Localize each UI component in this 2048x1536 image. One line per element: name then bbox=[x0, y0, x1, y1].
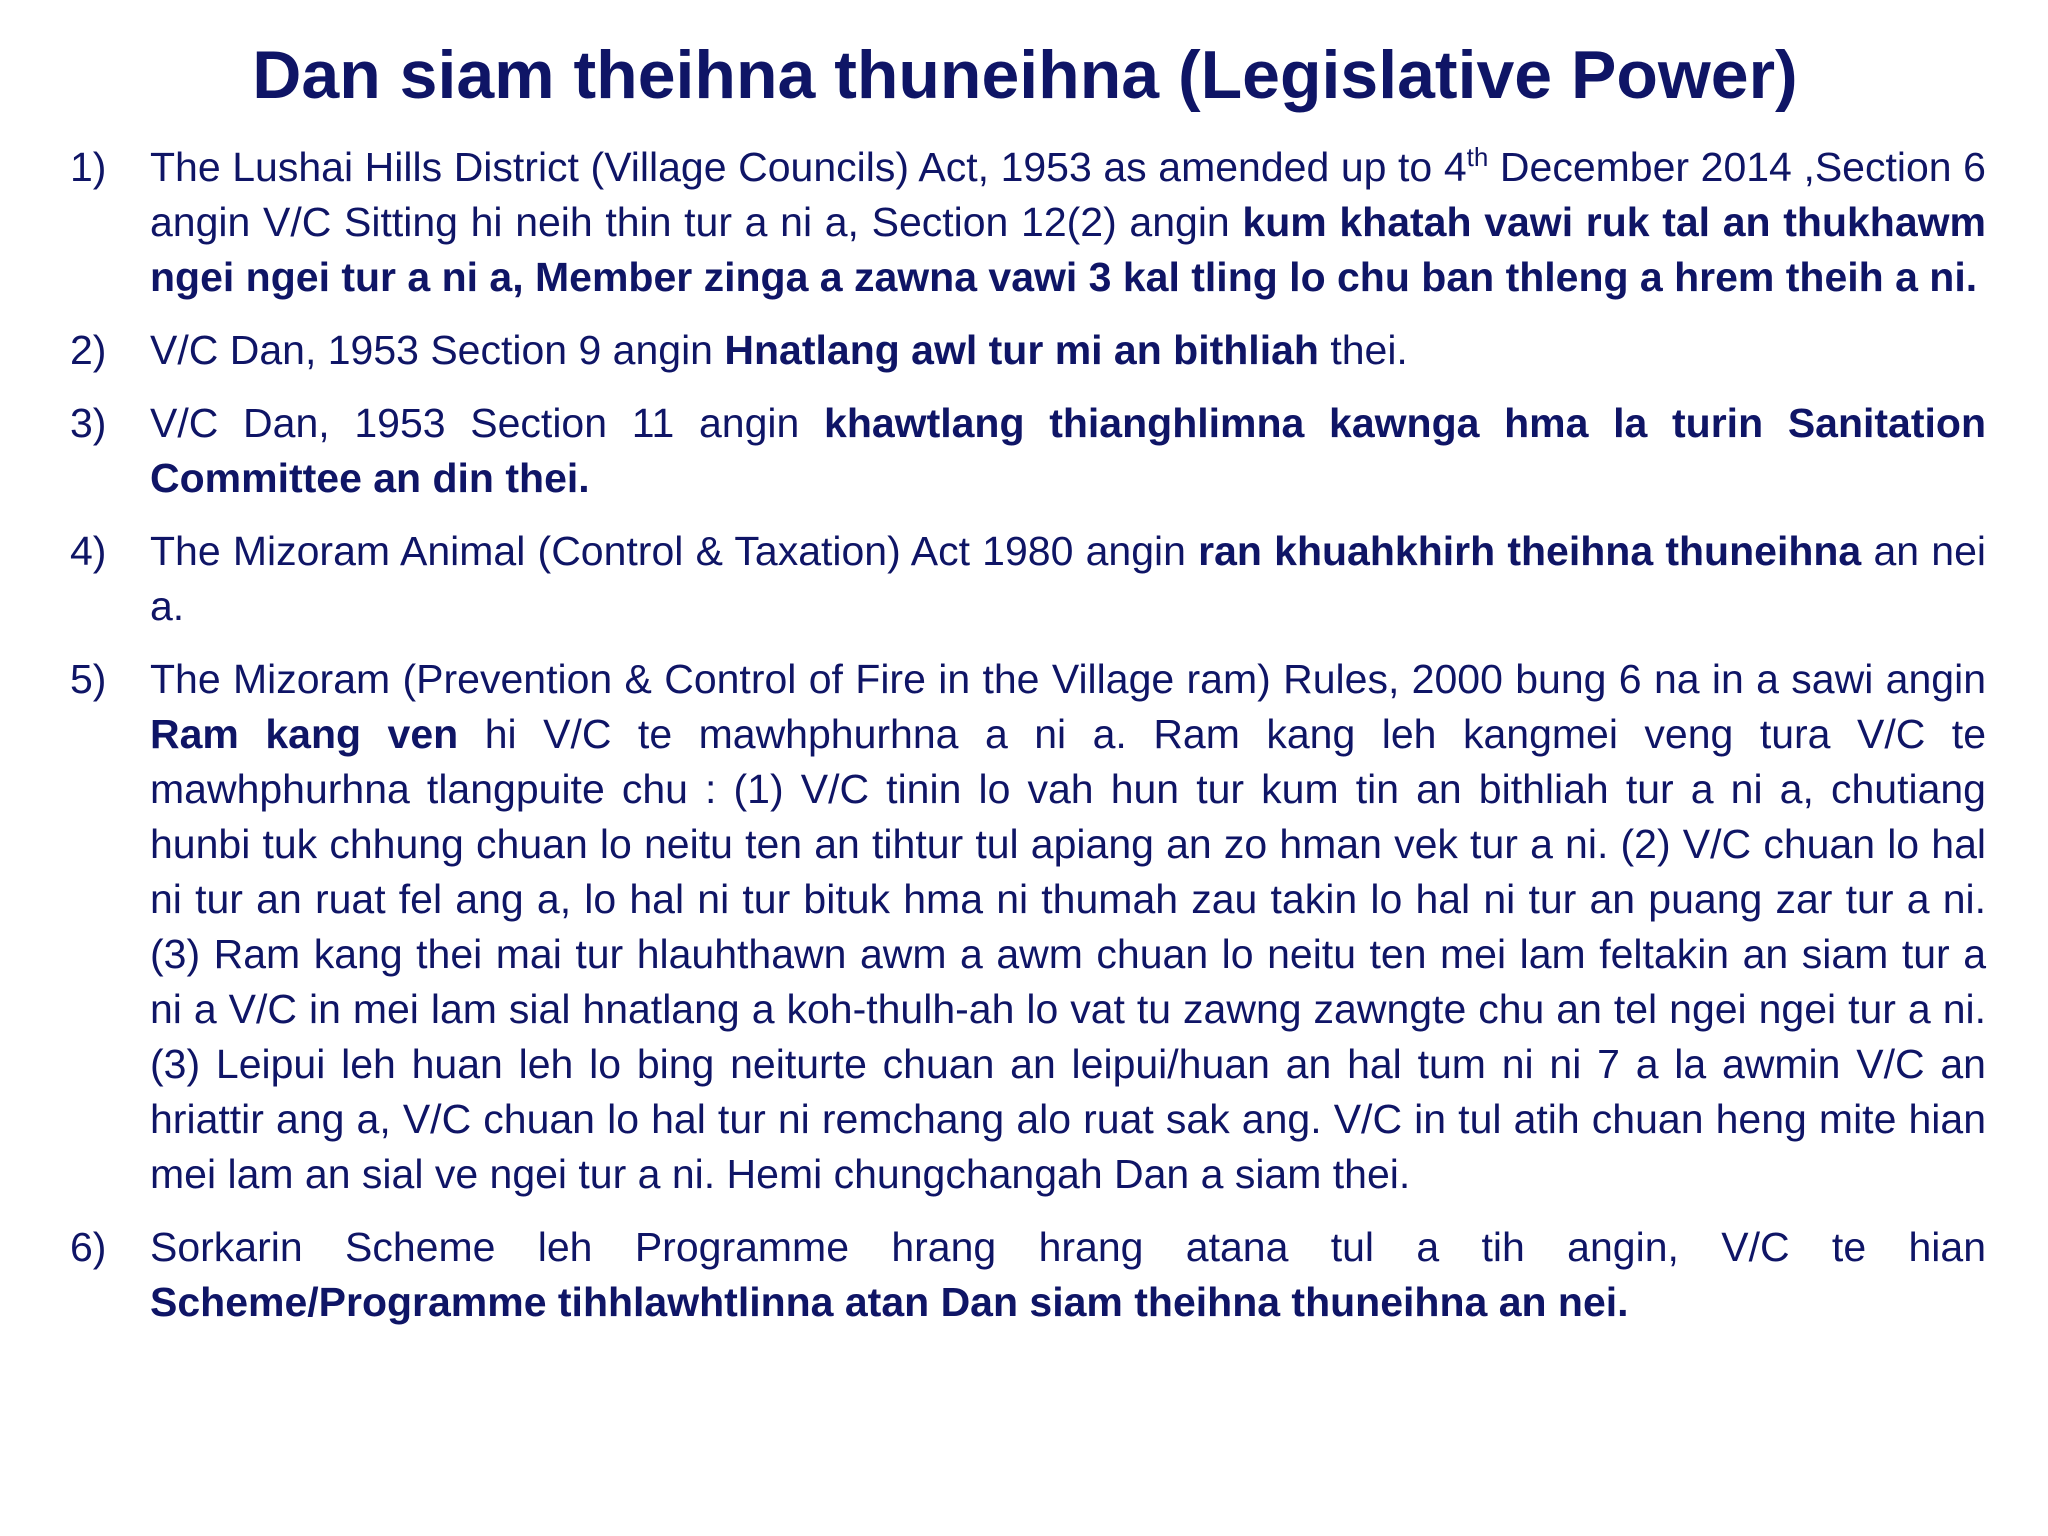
item-text: hi V/C te mawhphurhna a ni a. Ram kang leh kangmei veng tura V/C te mawhphurhna tlangpuite chu : (1) V/C tinin lo vah hun tur kum tin an bithliah tur a ni a, chutiang hunbi tuk chhung chuan lo neitu ten an tihtur tul apiang an zo hman vek tur a ni. (2) V/C chuan lo hal ni tur an ruat fel ang a, lo hal ni tur bituk hma ni thumah zau takin lo hal ni tur an puang zar tur a ni. (3) Ram kang thei mai tur hlauhthawn awm a awm chuan lo neitu ten mei lam feltakin an siam tur a ni a V/C in mei lam sial hnatlang a koh-thulh-ah lo vat tu zawng zawngte chu an tel ngei ngei tur a ni. (3) Leipui leh huan leh lo bing neiturte chuan an leipui/huan an hal tum ni ni 7 a la awmin V/C an hriattir ang a, V/C chuan lo hal tur ni remchang alo ruat sak ang. V/C in tul atih chuan heng mite hian mei lam an sial ve ngei tur a ni. Hemi chungchangah Dan a siam thei. bbox=[150, 711, 1987, 1197]
item-text: V/C Dan, 1953 Section 11 angin bbox=[150, 400, 825, 446]
item-number: 4) bbox=[70, 528, 107, 574]
item-number: 5) bbox=[70, 656, 107, 702]
item-bold-text: Hnatlang awl tur mi an bithliah bbox=[724, 327, 1319, 373]
list-item-1 bbox=[64, 140, 1986, 305]
list-item-2 bbox=[64, 323, 1986, 378]
item-text: The Mizoram Animal (Control & Taxation) Act 1980 angin bbox=[150, 528, 1199, 574]
item-number: 1) bbox=[70, 144, 107, 190]
list-item-3 bbox=[64, 396, 1986, 506]
item-bold-text: Ram kang ven bbox=[150, 711, 459, 757]
item-text: December 2014 ,Section 6 angin V/C Sitting hi neih thin tur a ni a, Section 12(2) angin bbox=[150, 144, 1986, 245]
item-bold-text: khawtlang thianghlimna kawnga hma la turin Sanitation Committee an din thei. bbox=[150, 400, 1986, 501]
item-text: The Lushai Hills District (Village Councils) Act, 1953 as amended up to 4 bbox=[150, 144, 1467, 190]
list-item-4 bbox=[64, 524, 1986, 634]
ordinal-suffix: th bbox=[1466, 142, 1489, 172]
item-bold-text: Scheme/Programme tihhlawhtlinna atan Dan siam theihna thuneihna an nei. bbox=[150, 1279, 1629, 1325]
slide-title: Dan siam theihna thuneihna (Legislative Power) bbox=[252, 37, 1798, 113]
item-text: an nei a. bbox=[150, 528, 1986, 629]
legislative-power-list bbox=[64, 140, 1986, 1330]
item-number: 3) bbox=[70, 400, 107, 446]
item-number: 2) bbox=[70, 327, 107, 373]
list-item-5 bbox=[64, 652, 1986, 1202]
item-bold-text: kum khatah vawi ruk tal an thukhawm ngei ngei tur a ni a, Member zinga a zawna vawi 3 kal tling lo chu ban thleng a hrem theih a ni. bbox=[150, 199, 1986, 300]
item-text: V/C Dan, 1953 Section 9 angin bbox=[150, 327, 725, 373]
item-bold-text: ran khuahkhirh theihna thuneihna bbox=[1198, 528, 1862, 574]
item-text: Sorkarin Scheme leh Programme hrang hrang atana tul a tih angin, V/C te hian bbox=[150, 1224, 1986, 1270]
item-number: 6) bbox=[70, 1224, 107, 1270]
item-text: thei. bbox=[1318, 327, 1408, 373]
item-text: The Mizoram (Prevention & Control of Fire in the Village ram) Rules, 2000 bung 6 na in a sawi angin bbox=[150, 656, 1986, 702]
list-item-6 bbox=[64, 1220, 1986, 1330]
